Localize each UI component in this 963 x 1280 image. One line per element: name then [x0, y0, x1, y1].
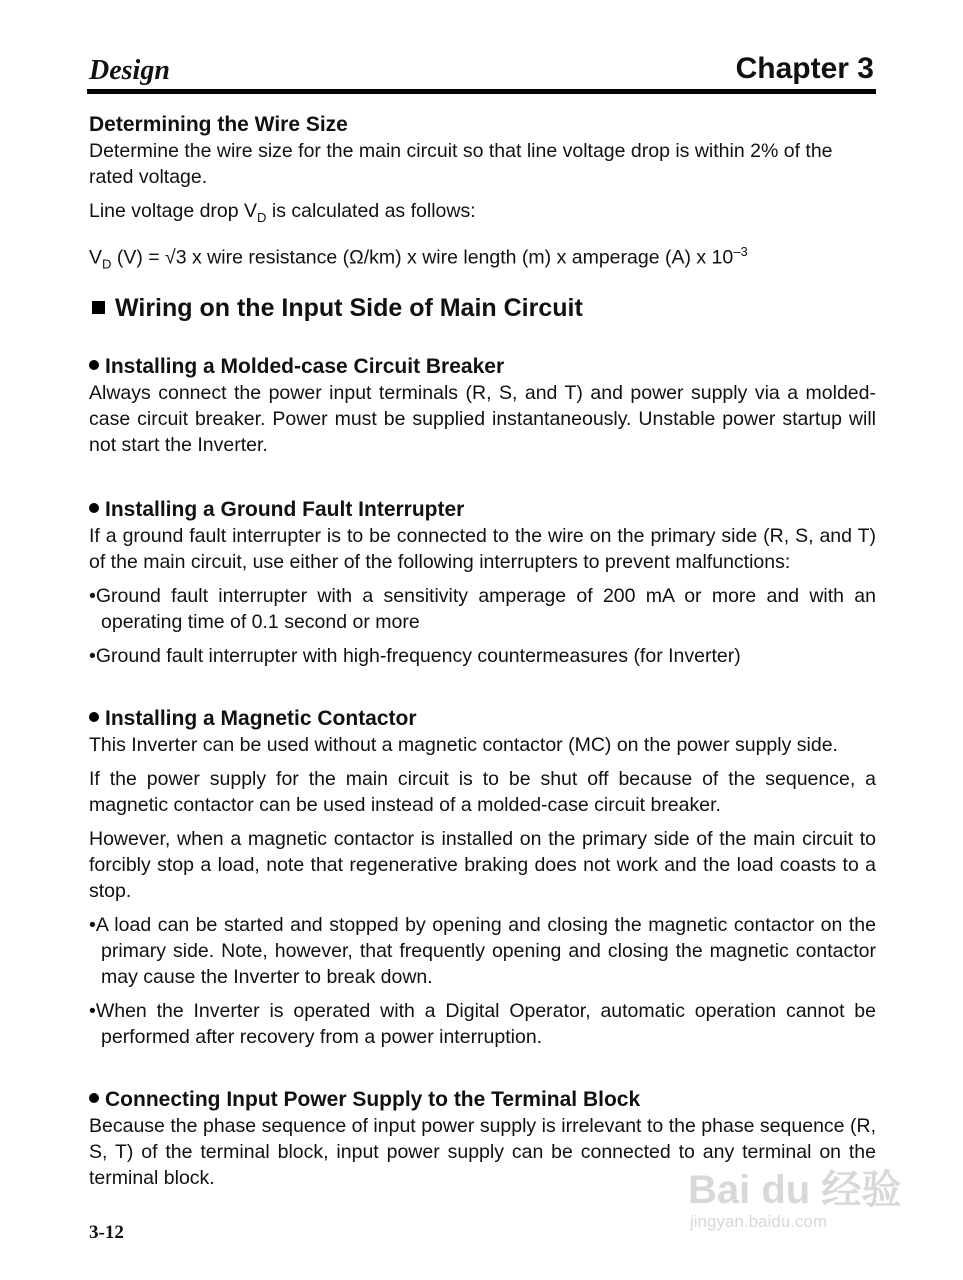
gfi-heading-text: Installing a Ground Fault Interrupter	[105, 498, 465, 521]
tb-heading-text: Connecting Input Power Supply to the Terminal Block	[105, 1088, 641, 1111]
gfi-section	[89, 497, 876, 669]
header-section-title: Design	[89, 55, 170, 86]
gfi-heading	[89, 497, 876, 523]
mc-bullet-1: •A load can be started and stopped by opening and closing the magnetic contactor on the primary side. Note, however, that frequently opening and closing the magnetic contactor may cause the Inverter to break down.	[89, 914, 876, 988]
mccb-section	[89, 354, 876, 458]
mc-bullet-2: •When the Inverter is operated with a Digital Operator, automatic operation cannot be performed after recovery from a power interruption.	[89, 1000, 876, 1048]
bullet-icon	[89, 1093, 99, 1103]
formula-rest: 3 x wire resistance (Ω/km) x wire length (m) x amperage (A) x 10	[175, 246, 734, 269]
bullet-icon	[89, 712, 99, 722]
formula-mid: (V) =	[111, 246, 166, 269]
watermark-logo: Bai du 经验	[688, 1168, 902, 1212]
vd-intro-rest: is calculated as follows:	[266, 200, 476, 222]
formula-exponent: –3	[733, 243, 748, 259]
page-number: 3-12	[89, 1222, 124, 1243]
mc-section	[89, 706, 876, 1050]
header-rule	[87, 89, 876, 94]
section-heading-text: Wiring on the Input Side of Main Circuit	[115, 294, 583, 322]
gfi-bullet-1: •Ground fault interrupter with a sensitivity amperage of 200 mA or more and with an operating time of 0.1 second or more	[89, 585, 876, 633]
square-bullet-icon	[92, 301, 105, 314]
wire-size-paragraph: Determine the wire size for the main circuit so that line voltage drop is within 2% of the rated voltage.	[89, 140, 833, 188]
square-root-icon: √	[165, 246, 176, 269]
mc-paragraph-2: If the power supply for the main circuit is to be shut off because of the sequence, a magnetic contactor can be used instead of a molded-case circuit breaker.	[89, 768, 876, 816]
formula-v: V	[89, 246, 103, 269]
wire-size-heading: Determining the Wire Size	[89, 113, 348, 136]
bullet-icon	[89, 503, 99, 513]
wire-size-section	[89, 112, 876, 277]
watermark-url: jingyan.baidu.com	[690, 1212, 828, 1231]
tb-paragraph: Because the phase sequence of input power supply is irrelevant to the phase sequence (R, S, T) of the terminal block, input power supply can be connected to any terminal on the terminal block.	[89, 1115, 876, 1189]
header-chapter-title: Chapter 3	[735, 52, 874, 85]
gfi-paragraph: If a ground fault interrupter is to be connected to the wire on the primary side (R, S, and T) of the main circuit, use either of the following interrupters to prevent malfunctions:	[89, 525, 876, 573]
gfi-bullet-2: •Ground fault interrupter with high-frequency countermeasures (for Inverter)	[89, 645, 741, 667]
mc-heading-text: Installing a Magnetic Contactor	[105, 707, 417, 730]
formula-sub: D	[102, 256, 112, 272]
mc-paragraph-3: However, when a magnetic contactor is installed on the primary side of the main circuit to forcibly stop a load, note that regenerative braking does not work and the load coasts to a stop.	[89, 828, 876, 902]
bullet-icon	[89, 360, 99, 370]
voltage-drop-intro	[89, 198, 876, 231]
mc-paragraph-1: This Inverter can be used without a magnetic contactor (MC) on the power supply side.	[89, 734, 838, 756]
mccb-paragraph: Always connect the power input terminals (R, S, and T) and power supply via a molded-case circuit breaker. Power must be supplied instantaneously. Unstable power startup will not start the Inverter.	[89, 382, 876, 456]
mccb-heading	[89, 354, 876, 380]
vd-intro-text: Line voltage drop V	[89, 200, 258, 222]
section-heading	[92, 294, 583, 323]
vd-intro-sub: D	[257, 209, 267, 225]
mccb-heading-text: Installing a Molded-case Circuit Breaker	[105, 355, 505, 378]
mc-heading	[89, 706, 876, 732]
tb-heading	[89, 1087, 876, 1113]
voltage-drop-formula	[89, 239, 876, 277]
